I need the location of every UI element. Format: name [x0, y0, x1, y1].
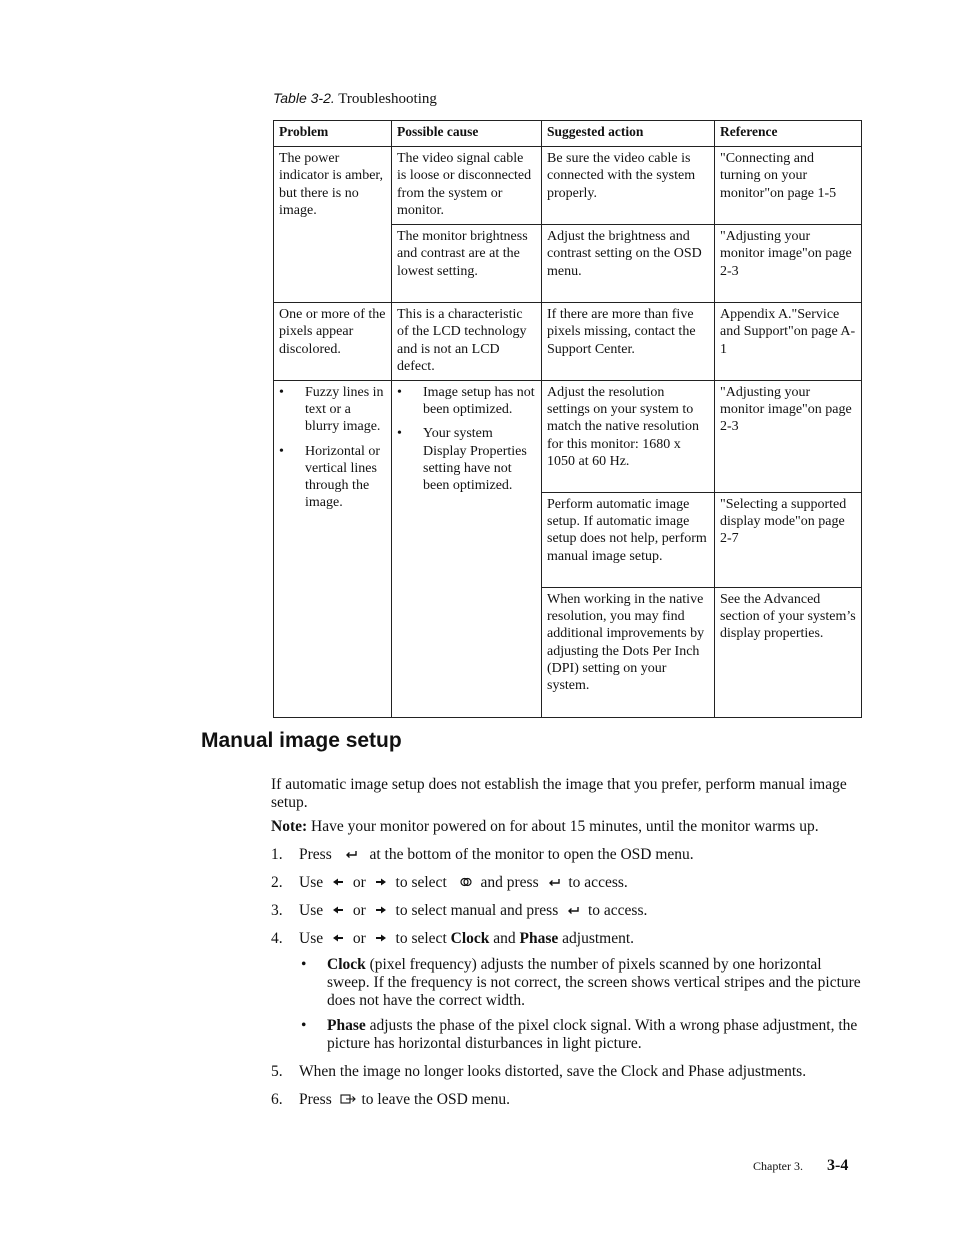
header-reference: Reference [715, 121, 862, 147]
intro-paragraph: If automatic image setup does not establish the image that you prefer, perform manual image setup. [271, 776, 847, 811]
cause-cell: The video signal cable is loose or disconnected from the system or monitor. [392, 147, 542, 225]
reference-cell: "Connecting and turning on your monitor"on page 1-5 [715, 147, 862, 225]
enter-arrow-icon [344, 847, 358, 861]
page-footer [753, 1157, 848, 1175]
reference-cell: "Adjusting your monitor image"on page 2-3 [715, 381, 862, 493]
problem-cell: One or more of the pixels appear discolored. [274, 303, 392, 381]
problem-list [279, 384, 386, 511]
section-heading: Manual image setup [201, 729, 402, 752]
right-arrow-icon [374, 875, 388, 889]
step-number: 5. [271, 1063, 283, 1080]
right-arrow-icon [374, 931, 388, 945]
step-number: 2. [271, 874, 283, 891]
image-setup-icon [459, 875, 473, 889]
step-text: and [493, 930, 516, 947]
enter-arrow-icon [547, 875, 561, 889]
step-text: or [352, 930, 366, 947]
step-5 [271, 1063, 863, 1081]
table-row [274, 303, 862, 381]
left-arrow-icon [331, 903, 345, 917]
step-text: to access. [568, 874, 628, 891]
step-text: Use [299, 930, 324, 947]
note-paragraph [271, 818, 863, 836]
action-cell: Be sure the video cable is connected with the system properly. [542, 147, 715, 225]
step-number: 3. [271, 902, 283, 919]
step-text: When the image no longer looks distorted, save the Clock and Phase adjustments. [299, 1063, 807, 1080]
step-text: Use [299, 874, 324, 891]
left-arrow-icon [331, 931, 345, 945]
action-cell: Adjust the brightness and contrast setting on the OSD menu. [542, 225, 715, 303]
chapter-label: Chapter 3. [753, 1159, 803, 1173]
action-cell: When working in the native resolution, you may find additional improvements by adjusting the Dots Per Inch (DPI) setting on your system. [542, 588, 715, 718]
table-row [274, 381, 862, 493]
step-number: 6. [271, 1091, 283, 1108]
step-bold: Phase [519, 930, 559, 947]
table-row [274, 147, 862, 225]
reference-cell: See the Advanced section of your system’s display properties. [715, 588, 862, 718]
exit-icon [340, 1092, 356, 1106]
cause-cell: The monitor brightness and contrast are at the lowest setting. [392, 225, 542, 303]
step-3 [271, 902, 863, 920]
list-item: • Image setup has not been optimized. [397, 384, 536, 418]
step-text: Use [299, 902, 324, 919]
cause-cell: This is a characteristic of the LCD technology and is not an LCD defect. [392, 303, 542, 381]
step-text: to select manual and press [395, 902, 559, 919]
bullet-text: adjusts the phase of the pixel clock signal. With a wrong phase adjustment, the picture has horizontal disturbances in light picture. [327, 1017, 858, 1052]
troubleshooting-table [273, 120, 862, 718]
list-item: • Your system Display Properties setting have not been optimized. [397, 425, 536, 494]
header-possible-cause: Possible cause [392, 121, 542, 147]
step-text: or [352, 902, 366, 919]
step-text: to select [395, 874, 447, 891]
problem-cell [274, 381, 392, 718]
step-number: 4. [271, 930, 283, 947]
action-cell: Adjust the resolution settings on your system to match the native resolution for this monitor: 1680 x 1050 at 60 Hz. [542, 381, 715, 493]
step-text: Press [299, 1091, 332, 1108]
reference-cell: "Selecting a supported display mode"on page 2-7 [715, 493, 862, 588]
table-caption [273, 90, 437, 108]
bullet-text: (pixel frequency) adjusts the number of pixels scanned by one horizontal sweep. If the frequency is not correct, the screen shows vertical stripes and the picture does not have the correct width. [327, 956, 861, 1009]
note-label: Note: [271, 818, 308, 835]
action-cell: Perform automatic image setup. If automatic image setup does not help, perform manual image setup. [542, 493, 715, 588]
table-caption-text: Troubleshooting [334, 91, 437, 107]
bullet-dot: • [301, 1017, 307, 1034]
step-4 [271, 930, 863, 948]
note-text: Have your monitor powered on for about 15 minutes, until the monitor warms up. [307, 818, 819, 835]
reference-cell: Appendix A."Service and Support"on page A-1 [715, 303, 862, 381]
action-cell: If there are more than five pixels missing, contact the Support Center. [542, 303, 715, 381]
list-item: • Fuzzy lines in text or a blurry image. [279, 384, 386, 436]
header-suggested-action: Suggested action [542, 121, 715, 147]
left-arrow-icon [331, 875, 345, 889]
step-number: 1. [271, 846, 283, 863]
step-text: adjustment. [562, 930, 635, 947]
step-text: Press [299, 846, 332, 863]
bullet-phase [271, 1017, 863, 1053]
problem-cell: The power indicator is amber, but there is no image. [274, 147, 392, 303]
bullet-dot: • [301, 956, 307, 973]
bullet-clock [271, 956, 863, 1010]
step-6 [271, 1091, 863, 1109]
bullet-bold: Phase [327, 1017, 366, 1034]
section-body [271, 776, 863, 1119]
page-number: 3-4 [827, 1157, 849, 1174]
step-2 [271, 874, 863, 892]
step-text: to access. [587, 902, 648, 919]
bullet-bold: Clock [327, 956, 366, 973]
cause-cell [392, 381, 542, 718]
step-text: at the bottom of the monitor to open the OSD menu. [369, 846, 694, 863]
step-text: and press [480, 874, 539, 891]
step-text: or [352, 874, 366, 891]
step-1 [271, 846, 863, 864]
step-text: to select [395, 930, 447, 947]
step-text: to leave the OSD menu. [361, 1091, 510, 1108]
cause-list [397, 384, 536, 494]
enter-arrow-icon [566, 903, 580, 917]
list-item: • Horizontal or vertical lines through the image. [279, 443, 386, 512]
header-problem: Problem [274, 121, 392, 147]
table-caption-label: Table 3-2. [273, 90, 335, 106]
table-header-row [274, 121, 862, 147]
step-bold: Clock [450, 930, 490, 947]
right-arrow-icon [374, 903, 388, 917]
reference-cell: "Adjusting your monitor image"on page 2-3 [715, 225, 862, 303]
